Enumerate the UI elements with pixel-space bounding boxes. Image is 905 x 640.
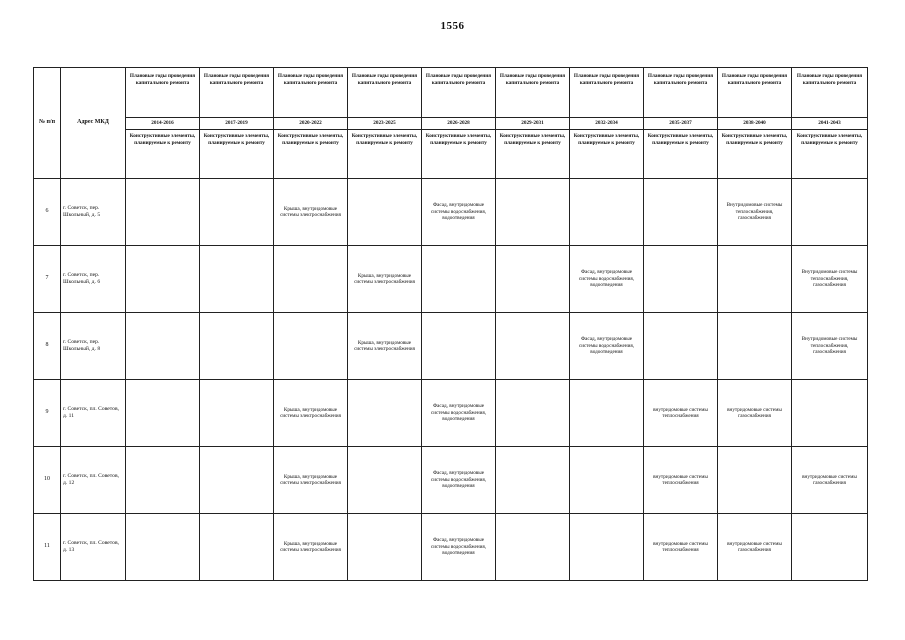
repair-cell [126,313,200,380]
row-number: 10 [34,447,61,514]
header-elements: Конструктивные элементы, планируемые к ремонту [644,130,718,179]
repair-cell [422,246,496,313]
row-number: 9 [34,380,61,447]
repair-cell: Внутридомовые системы теплоснабжения, газоснабжения [792,313,868,380]
repair-cell: Крыша, внутридомовые системы электроснабжения [274,179,348,246]
header-planned-years: Плановые годы проведения капитального ремонта [644,68,718,118]
header-period: 2029-2031 [496,118,570,130]
repair-cell [570,447,644,514]
repair-cell [126,179,200,246]
row-address: г. Советск, пер. Школьный, д. 5 [61,179,126,246]
repair-cell [200,447,274,514]
header-elements: Конструктивные элементы, планируемые к ремонту [792,130,868,179]
table-row [34,514,868,581]
repair-cell [792,179,868,246]
repair-cell [126,514,200,581]
repair-cell [718,313,792,380]
header-planned-years: Плановые годы проведения капитального ремонта [348,68,422,118]
repair-cell [792,380,868,447]
header-elements: Конструктивные элементы, планируемые к ремонту [348,130,422,179]
header-planned-years: Плановые годы проведения капитального ремонта [718,68,792,118]
repair-cell: Крыша, внутридомовые системы электроснабжения [274,447,348,514]
header-elements: Конструктивные элементы, планируемые к ремонту [126,130,200,179]
header-period: 2038-2040 [718,118,792,130]
repair-cell [644,246,718,313]
repair-cell: Внутридомовые системы теплоснабжения, газоснабжения [792,246,868,313]
repair-cell [570,179,644,246]
repair-cell [718,246,792,313]
header-period: 2014-2016 [126,118,200,130]
row-address: г. Советск, пл. Советов, д. 12 [61,447,126,514]
row-address: г. Советск, пл. Советов, д. 13 [61,514,126,581]
repair-cell [200,313,274,380]
header-period: 2026-2028 [422,118,496,130]
row-number: 7 [34,246,61,313]
capital-repair-table [33,67,868,581]
repair-cell [348,447,422,514]
table-row [34,380,868,447]
repair-cell: Фасад, внутридомовые системы водоснабжения, водоотведения [422,179,496,246]
repair-cell [496,380,570,447]
header-address: Адрес МКД [61,68,126,179]
header-planned-years: Плановые годы проведения капитального ремонта [422,68,496,118]
repair-cell [274,246,348,313]
header-planned-years: Плановые годы проведения капитального ремонта [126,68,200,118]
header-elements: Конструктивные элементы, планируемые к ремонту [422,130,496,179]
row-number: 11 [34,514,61,581]
row-address: г. Советск, пер. Школьный, д. 8 [61,313,126,380]
repair-cell: Крыша, внутридомовые системы электроснабжения [274,514,348,581]
repair-cell [348,179,422,246]
repair-cell: внутридомовые системы газоснабжения [718,514,792,581]
repair-cell [496,179,570,246]
header-num: № п/п [34,68,61,179]
header-planned-years: Плановые годы проведения капитального ремонта [570,68,644,118]
repair-cell [126,380,200,447]
repair-cell: Фасад, внутридомовые системы водоснабжения, водоотведения [570,246,644,313]
header-period: 2020-2022 [274,118,348,130]
header-planned-years: Плановые годы проведения капитального ремонта [274,68,348,118]
header-period: 2035-2037 [644,118,718,130]
repair-cell [200,514,274,581]
repair-cell: Крыша, внутридомовые системы электроснабжения [348,313,422,380]
repair-cell: внутридомовые системы теплоснабжения [644,447,718,514]
header-elements: Конструктивные элементы, планируемые к ремонту [274,130,348,179]
header-elements: Конструктивные элементы, планируемые к ремонту [200,130,274,179]
repair-cell [274,313,348,380]
header-elements: Конструктивные элементы, планируемые к ремонту [496,130,570,179]
repair-cell [422,313,496,380]
repair-cell [126,447,200,514]
table-row [34,246,868,313]
header-elements: Конструктивные элементы, планируемые к ремонту [718,130,792,179]
repair-cell [200,380,274,447]
repair-cell: Внутридомовые системы теплоснабжения, газоснабжения [718,179,792,246]
header-period: 2023-2025 [348,118,422,130]
repair-cell: Фасад, внутридомовые системы водоснабжения, водоотведения [422,514,496,581]
repair-cell: внутридомовые системы газоснабжения [718,380,792,447]
header-period: 2032-2034 [570,118,644,130]
repair-cell [496,514,570,581]
repair-cell: Фасад, внутридомовые системы водоснабжения, водоотведения [570,313,644,380]
repair-cell [496,447,570,514]
repair-cell [348,514,422,581]
repair-cell [200,246,274,313]
repair-cell [200,179,274,246]
repair-cell [126,246,200,313]
header-period: 2017-2019 [200,118,274,130]
header-planned-years: Плановые годы проведения капитального ремонта [792,68,868,118]
repair-cell [718,447,792,514]
row-address: г. Советск, пер. Школьный, д. 6 [61,246,126,313]
repair-cell: Крыша, внутридомовые системы электроснабжения [274,380,348,447]
repair-cell [496,246,570,313]
repair-cell: Фасад, внутридомовые системы водоснабжения, водоотведения [422,447,496,514]
repair-cell: Фасад, внутридомовые системы водоснабжения, водоотведения [422,380,496,447]
repair-cell: внутридомовые системы газоснабжения [792,447,868,514]
row-number: 6 [34,179,61,246]
repair-cell [644,179,718,246]
repair-cell: внутридомовые системы теплоснабжения [644,380,718,447]
page-number: 1556 [440,20,465,32]
table-row [34,179,868,246]
table-row [34,313,868,380]
header-planned-years: Плановые годы проведения капитального ремонта [200,68,274,118]
row-number: 8 [34,313,61,380]
repair-cell [570,380,644,447]
repair-cell: внутридомовые системы теплоснабжения [644,514,718,581]
header-period: 2041-2043 [792,118,868,130]
table-row [34,447,868,514]
repair-cell [644,313,718,380]
row-address: г. Советск, пл. Советов, д. 11 [61,380,126,447]
repair-cell [348,380,422,447]
header-elements: Конструктивные элементы, планируемые к ремонту [570,130,644,179]
header-planned-years: Плановые годы проведения капитального ремонта [496,68,570,118]
repair-cell [496,313,570,380]
repair-cell: Крыша, внутридомовые системы электроснабжения [348,246,422,313]
repair-cell [792,514,868,581]
repair-cell [570,514,644,581]
